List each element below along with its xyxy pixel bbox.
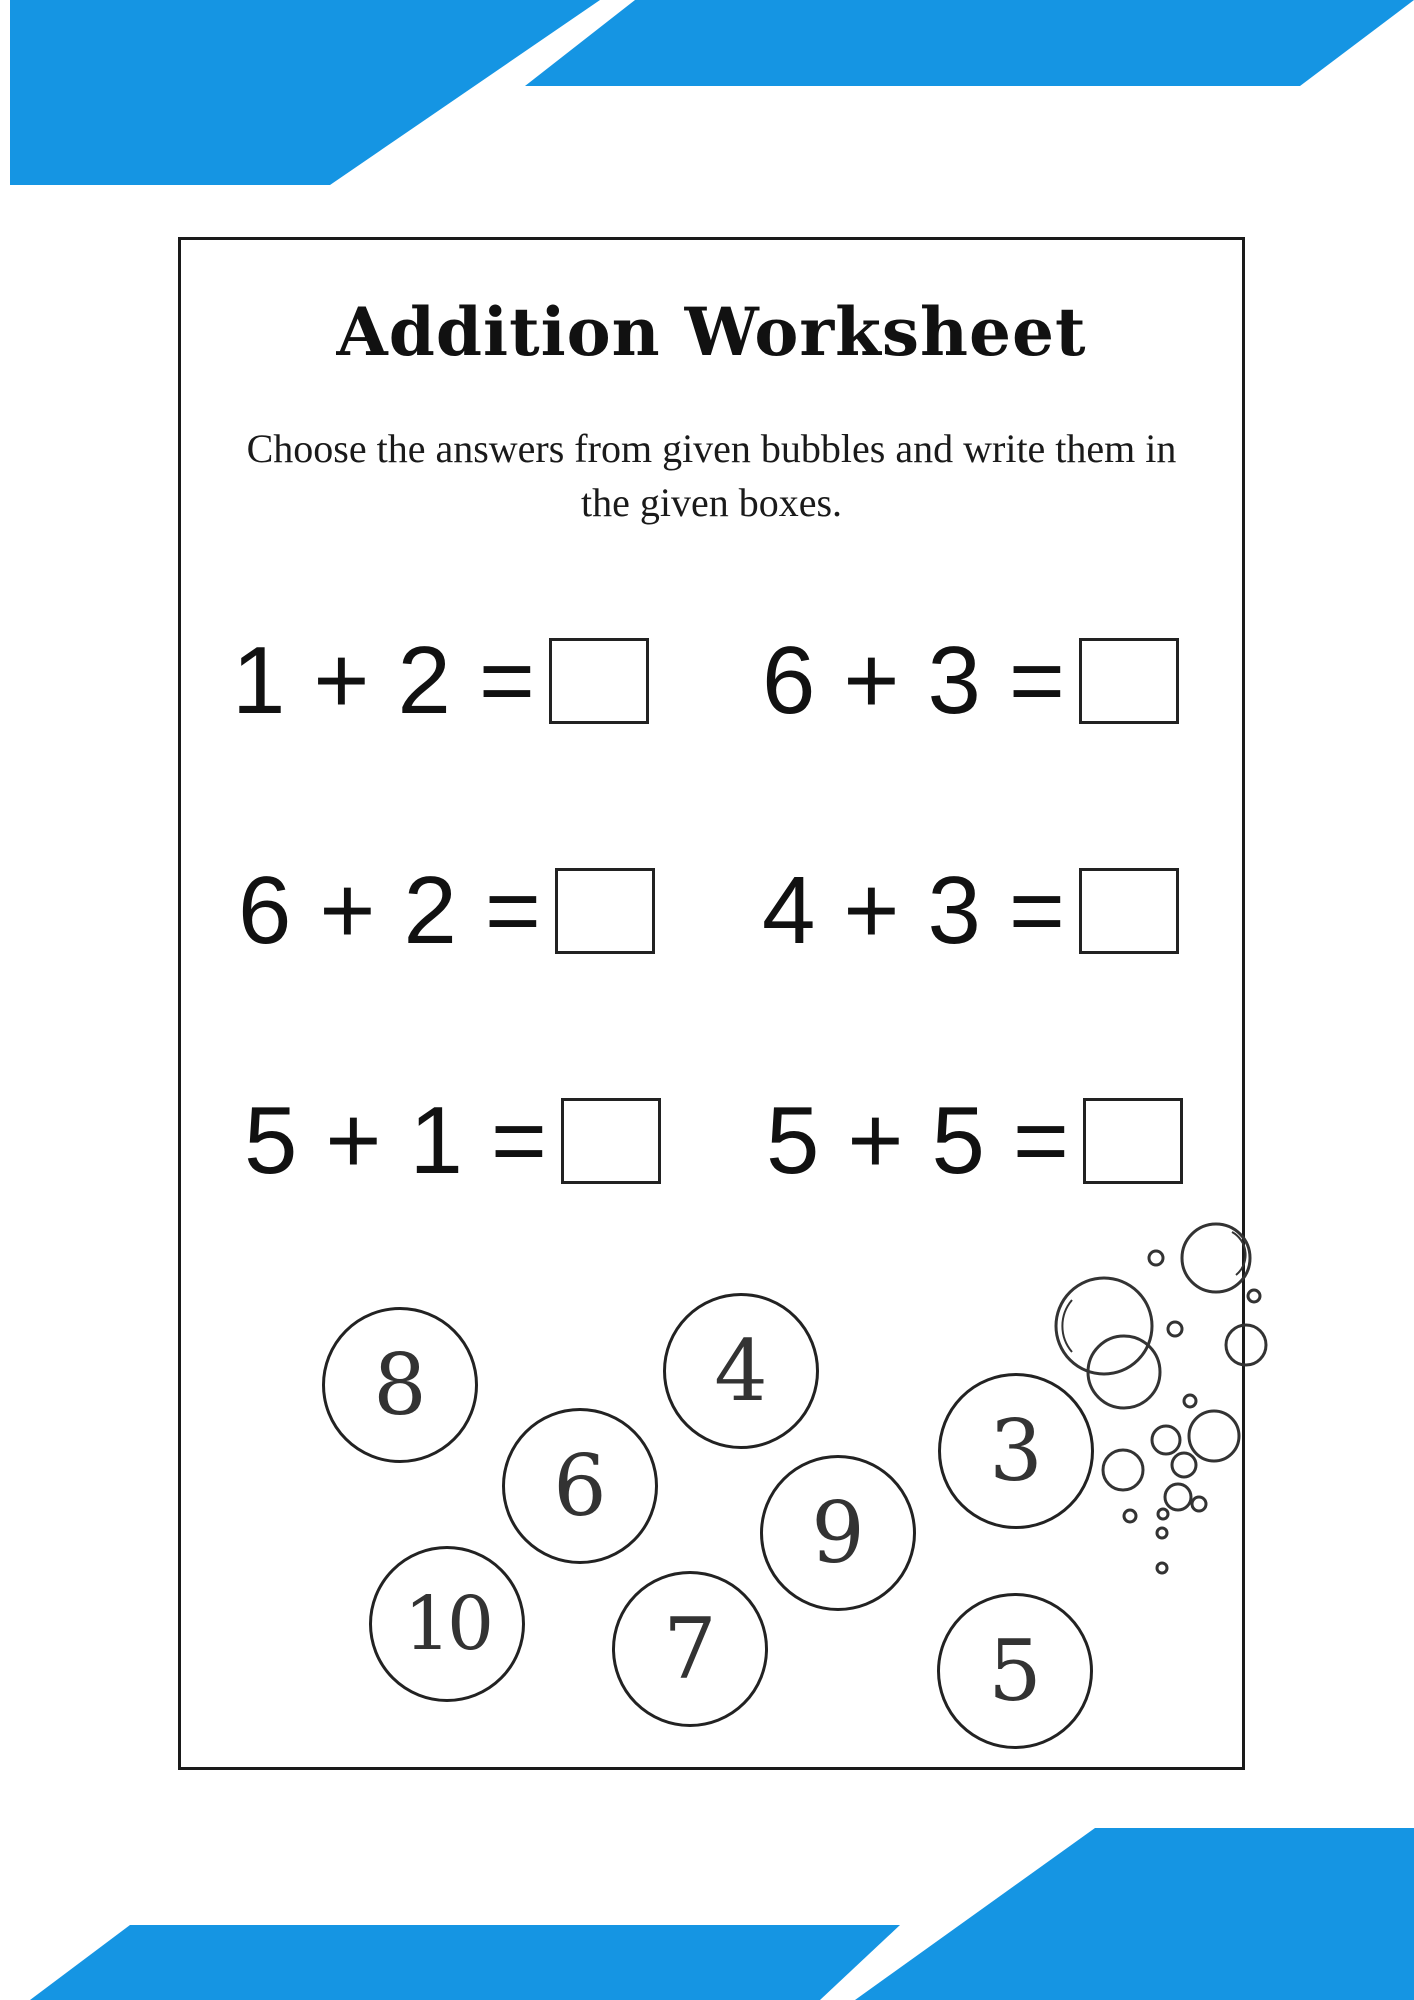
operand-a: 4 xyxy=(762,857,816,964)
operator: + xyxy=(325,1087,382,1194)
equals-sign: = xyxy=(1008,627,1065,734)
equals-sign: = xyxy=(1008,857,1065,964)
operand-b: 1 xyxy=(409,1087,463,1194)
operand-a: 5 xyxy=(244,1087,298,1194)
answer-bubble: 4 xyxy=(663,1293,819,1449)
answer-bubble: 5 xyxy=(937,1593,1093,1749)
operator: + xyxy=(313,627,370,734)
operand-b: 2 xyxy=(403,857,457,964)
operand-a: 6 xyxy=(762,627,816,734)
answer-bubble: 9 xyxy=(760,1455,916,1611)
answer-bubble: 7 xyxy=(612,1571,768,1727)
operand-a: 6 xyxy=(238,857,292,964)
equals-sign: = xyxy=(1012,1087,1069,1194)
answer-bubble: 8 xyxy=(322,1307,478,1463)
operator: + xyxy=(843,857,900,964)
operator: + xyxy=(319,857,376,964)
operand-b: 5 xyxy=(931,1087,985,1194)
equals-sign: = xyxy=(484,857,541,964)
worksheet-title: Addition Worksheet xyxy=(336,293,1087,371)
operand-b: 3 xyxy=(927,627,981,734)
equals-sign: = xyxy=(478,627,535,734)
operand-b: 2 xyxy=(397,627,451,734)
operator: + xyxy=(843,627,900,734)
operand-a: 1 xyxy=(232,627,286,734)
worksheet-instructions: Choose the answers from given bubbles and write them in the given boxes. xyxy=(246,426,1177,525)
answer-bubble: 10 xyxy=(369,1546,525,1702)
answer-bubble: 3 xyxy=(938,1373,1094,1529)
operand-b: 3 xyxy=(927,857,981,964)
operator: + xyxy=(847,1087,904,1194)
answer-bubble: 6 xyxy=(502,1408,658,1564)
operand-a: 5 xyxy=(766,1087,820,1194)
equals-sign: = xyxy=(490,1087,547,1194)
